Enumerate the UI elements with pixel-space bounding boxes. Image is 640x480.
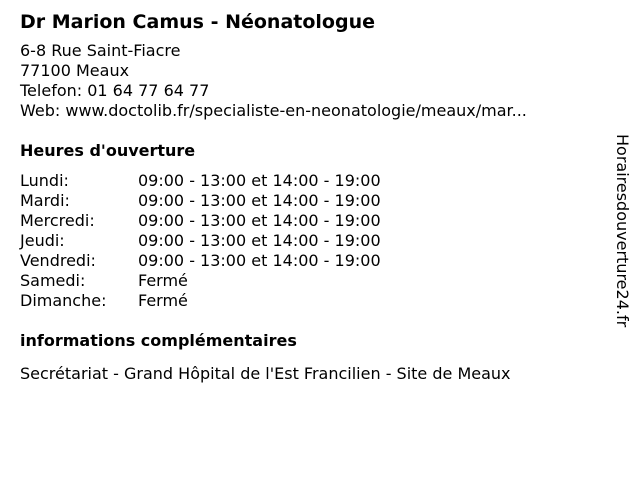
hours-row-monday (20, 171, 600, 191)
time-value: 09:00 - 13:00 et 14:00 - 19:00 (138, 171, 381, 190)
hours-row-tuesday (20, 191, 600, 211)
page-title: Dr Marion Camus - Néonatologue (20, 11, 375, 33)
additional-info-heading: informations complémentaires (20, 331, 297, 350)
hours-row-friday (20, 251, 600, 271)
phone-number: Telefon: 01 64 77 64 77 (20, 81, 210, 100)
hours-row-wednesday (20, 211, 600, 231)
opening-hours-heading: Heures d'ouverture (20, 141, 196, 160)
time-value: 09:00 - 13:00 et 14:00 - 19:00 (138, 231, 381, 250)
address-block (20, 41, 600, 121)
time-value: Fermé (138, 271, 188, 290)
website-link: Web: www.doctolib.fr/specialiste-en-neonatologie/meaux/mar... (20, 101, 527, 120)
day-label: Vendredi: (20, 251, 96, 270)
hours-row-saturday (20, 271, 600, 291)
time-value: 09:00 - 13:00 et 14:00 - 19:00 (138, 191, 381, 210)
opening-hours-table (20, 171, 600, 311)
time-value: 09:00 - 13:00 et 14:00 - 19:00 (138, 251, 381, 270)
additional-info-text: Secrétariat - Grand Hôpital de l'Est Francilien - Site de Meaux (20, 364, 511, 383)
site-watermark: Horairesdouverture24.fr (613, 134, 632, 328)
street-address: 6-8 Rue Saint-Fiacre (20, 41, 181, 60)
day-label: Mercredi: (20, 211, 95, 230)
day-label: Dimanche: (20, 291, 107, 310)
time-value: Fermé (138, 291, 188, 310)
day-label: Samedi: (20, 271, 86, 290)
hours-row-thursday (20, 231, 600, 251)
day-label: Jeudi: (20, 231, 65, 250)
day-label: Mardi: (20, 191, 70, 210)
day-label: Lundi: (20, 171, 69, 190)
time-value: 09:00 - 13:00 et 14:00 - 19:00 (138, 211, 381, 230)
business-card (20, 10, 600, 384)
city-postal-code: 77100 Meaux (20, 61, 130, 80)
hours-row-sunday (20, 291, 600, 311)
